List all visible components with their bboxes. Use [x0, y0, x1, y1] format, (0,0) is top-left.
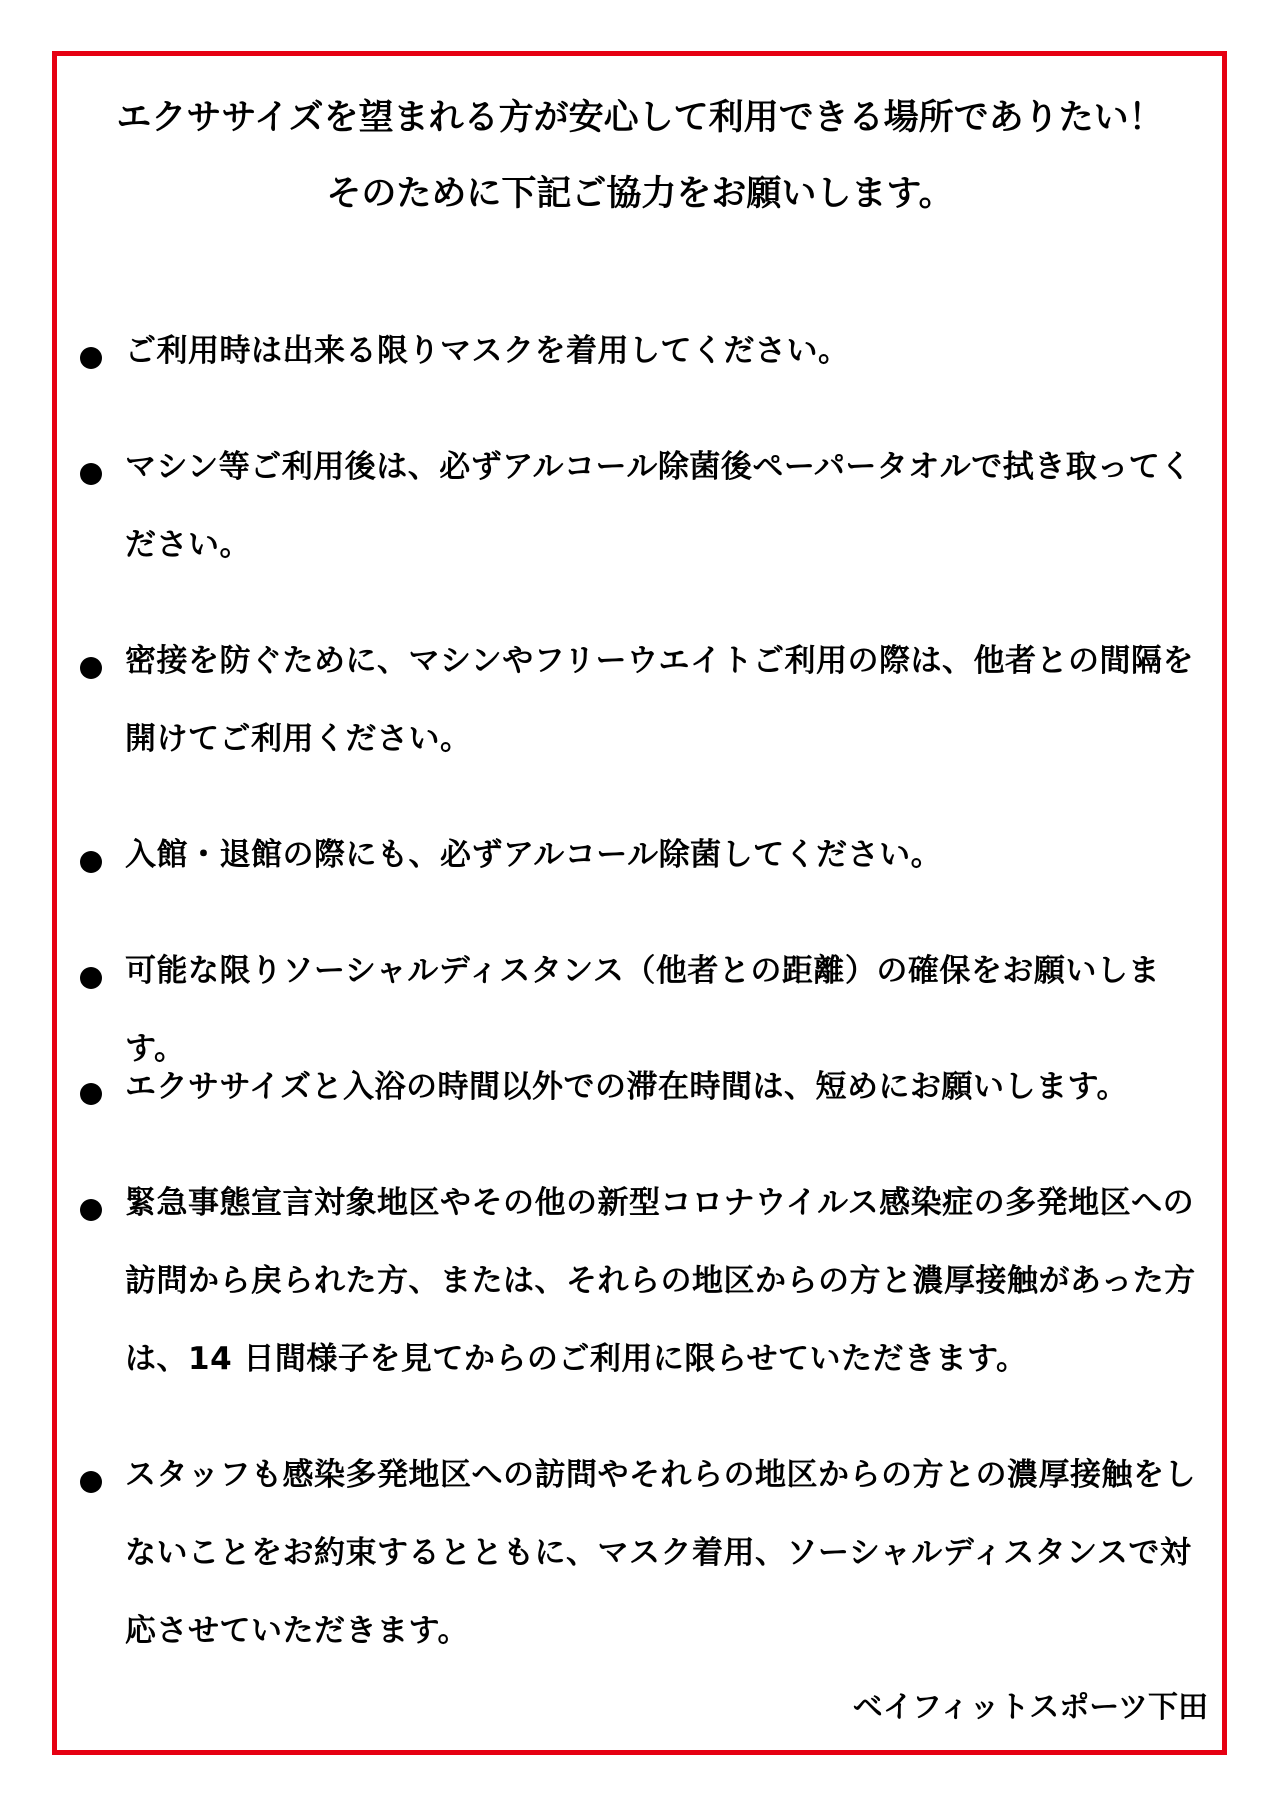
list-item-text: 密接を防ぐために、マシンやフリーウエイトご利用の際は、他者との間隔を開けてご利用ください。 [125, 643, 1194, 757]
bullet-icon [80, 967, 102, 989]
notice-heading-line1: エクササイズを望まれる方が安心して利用できる場所でありたい！ [116, 98, 1164, 138]
notice-heading-line2: そのために下記ご協力をお願いします。 [326, 174, 954, 214]
list-item-text: 入館・退館の際にも、必ずアルコール除菌してください。 [125, 837, 943, 873]
bullet-icon [80, 463, 102, 485]
list-item-text: 緊急事態宣言対象地区やその他の新型コロナウイルス感染症の多発地区への訪問から戻られた方、または、それらの地区からの方と濃厚接触があった方は、14 日間様子を見てからのご利用に限らせていただきます。 [125, 1185, 1196, 1377]
bullet-icon [80, 1083, 102, 1105]
bullet-icon [80, 657, 102, 679]
list-item-text: エクササイズと入浴の時間以外での滞在時間は、短めにお願いします。 [125, 1069, 1129, 1105]
bullet-icon [80, 1471, 102, 1493]
list-item-text: ご利用時は出来る限りマスクを着用してください。 [125, 333, 850, 369]
list-item-text: 可能な限りソーシャルディスタンス（他者との距離）の確保をお願いします。 [125, 953, 1160, 1067]
list-item-text: スタッフも感染多発地区への訪問やそれらの地区からの方との濃厚接触をしないことをお約束するとともに、マスク着用、ソーシャルディスタンスで対応させていただきます。 [125, 1457, 1196, 1649]
bullet-icon [80, 851, 102, 873]
signature: ベイフィットスポーツ下田 [852, 1690, 1208, 1725]
bullet-icon [80, 347, 102, 369]
list-item-text: マシン等ご利用後は、必ずアルコール除菌後ペーパータオルで拭き取ってください。 [125, 449, 1192, 563]
bullet-icon [80, 1199, 102, 1221]
